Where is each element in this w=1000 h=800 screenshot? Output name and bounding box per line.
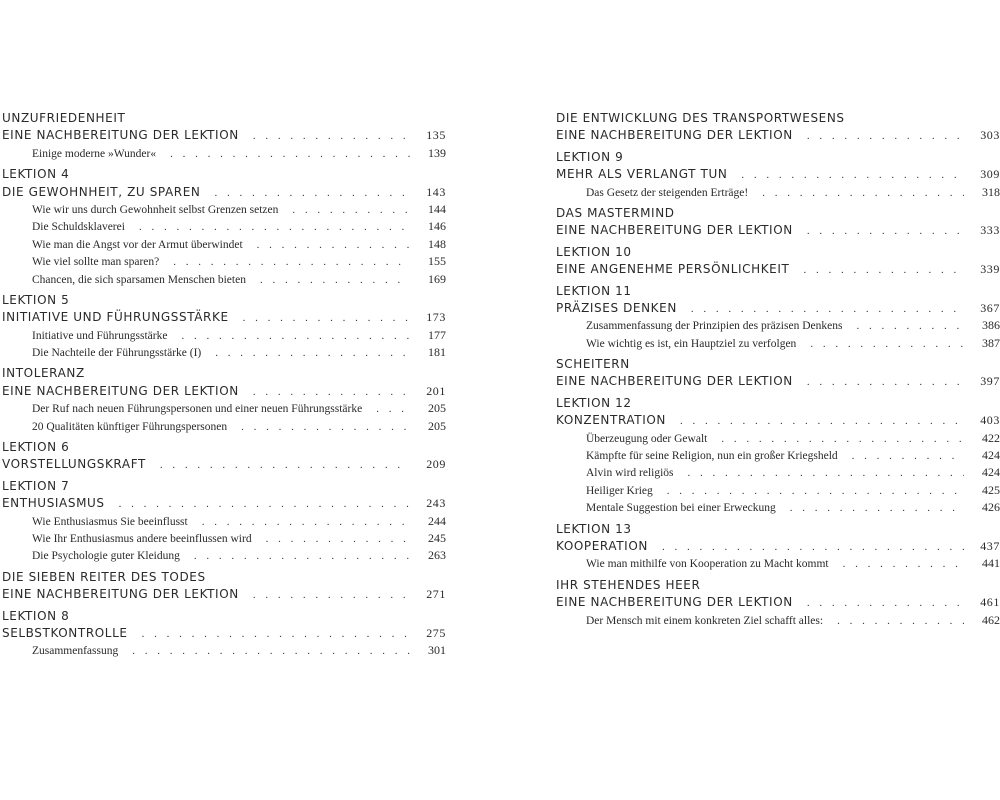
page-number: 146 [428,219,446,234]
page-number: 243 [426,496,446,511]
toc-section [556,110,1000,145]
entry-title: MEHR ALS VERLANGT TUN [556,167,728,182]
page-number: 462 [982,612,1000,627]
subentry-title: Wie wir uns durch Gewohnheit selbst Grenzen setzen [32,203,279,216]
entry-title: EINE NACHBEREITUNG DER LEKTION [2,587,239,602]
dot-leader [257,237,410,254]
dot-leader [852,448,964,465]
toc-subentry[interactable] [556,464,1000,481]
toc-chapter-label [556,521,1000,538]
dot-leader [194,548,410,565]
entry-title: IHR STEHENDES HEER [556,577,701,592]
toc-section [556,149,1000,201]
page-number: 275 [426,625,446,640]
toc-subentry[interactable] [556,555,1000,572]
entry-title: DIE SIEBEN REITER DES TODES [2,569,206,584]
entry-title: EINE NACHBEREITUNG DER LEKTION [556,374,793,389]
page-number: 144 [428,201,446,216]
page-number: 339 [980,262,1000,277]
dot-leader [691,301,964,318]
dot-leader [790,500,964,517]
entry-title: UNZUFRIEDENHEIT [2,111,126,125]
page-number: 177 [428,327,446,342]
entry-title: LEKTION 10 [556,244,632,259]
subentry-title: Das Gesetz der steigenden Erträge! [586,186,749,199]
dot-leader [214,185,410,202]
page-number: 271 [426,587,446,602]
toc-section [556,356,1000,391]
subentry-title: Initiative und Führungsstärke [32,329,168,342]
toc-chapter-label [556,283,1000,300]
page-number: 139 [428,145,446,160]
subentry-title: 20 Qualitäten künftiger Führungspersonen [32,420,228,433]
subentry-title: Kämpfte für seine Religion, nun ein großer Kriegsheld [586,450,838,463]
toc-entry[interactable] [556,222,1000,239]
dot-leader [260,272,410,289]
entry-title: ENTHUSIASMUS [2,496,105,511]
toc-section [2,569,446,604]
toc-entry[interactable] [2,309,446,326]
entry-title: EINE NACHBEREITUNG DER LEKTION [556,595,793,610]
toc-subentry[interactable] [2,642,446,659]
dot-leader [119,496,410,513]
dot-leader [807,374,964,391]
toc-subentry[interactable] [2,327,446,344]
page-number: 155 [428,254,446,269]
dot-leader [170,146,410,163]
subentry-title: Zusammenfassung der Prinzipien des präzisen Denkens [586,320,843,333]
dot-leader [837,613,964,630]
page-number: 135 [426,128,446,143]
dot-leader [241,419,410,436]
toc-section [2,365,446,435]
toc-entry[interactable] [556,166,1000,183]
toc-subentry[interactable] [2,513,446,530]
subentry-title: Wie viel sollte man sparen? [32,256,160,269]
entry-title: DIE GEWOHNHEIT, ZU SPAREN [2,184,201,199]
entry-title: LEKTION 8 [2,608,70,623]
toc-entry[interactable] [556,412,1000,429]
dot-leader [688,465,964,482]
page-number: 205 [428,418,446,433]
entry-title: VORSTELLUNGSKRAFT [2,457,146,472]
toc-chapter-label [2,110,446,127]
entry-title: LEKTION 13 [556,521,632,536]
page-number: 422 [982,430,1000,445]
page-number: 169 [428,271,446,286]
dot-leader [803,262,964,279]
toc-subentry[interactable] [556,612,1000,629]
subentry-title: Mentale Suggestion bei einer Erweckung [586,502,776,515]
subentry-title: Wie man die Angst vor der Armut überwindet [32,238,243,251]
entry-title: SCHEITERN [556,357,630,372]
entry-title: EINE ANGENEHME PERSÖNLICHKEIT [556,262,790,277]
toc-section [556,395,1000,517]
toc-subentry[interactable] [556,499,1000,516]
toc-entry[interactable] [2,127,446,144]
subentry-title: Chancen, die sich sparsamen Menschen bieten [32,273,246,286]
page-number: 148 [428,236,446,251]
toc-chapter-label [2,608,446,625]
toc-column-left [2,110,446,664]
toc-subentry[interactable] [2,145,446,162]
dot-leader [856,318,964,335]
toc-entry[interactable] [556,261,1000,278]
toc-chapter-label [556,356,1000,373]
page-number: 437 [980,538,1000,553]
toc-subentry[interactable] [2,236,446,253]
toc-column-right [556,110,1000,633]
dot-leader [139,219,410,236]
entry-title: INTOLERANZ [2,366,85,381]
toc-chapter-label [556,577,1000,594]
dot-leader [762,185,964,202]
page-number: 424 [982,465,1000,480]
page-number: 209 [426,457,446,472]
subentry-title: Heiliger Krieg [586,484,653,497]
dot-leader [662,539,964,556]
dot-leader [741,167,964,184]
toc-chapter-label [2,478,446,495]
toc-subentry[interactable] [556,317,1000,334]
entry-title: SELBSTKONTROLLE [2,625,128,640]
toc-subentry[interactable] [2,218,446,235]
dot-leader [202,514,410,531]
subentry-title: Wie Enthusiasmus Sie beeinflusst [32,515,188,528]
dot-leader [253,384,410,401]
dot-leader [843,556,964,573]
toc-chapter-label [2,292,446,309]
subentry-title: Die Nachteile der Führungsstärke (I) [32,347,202,360]
toc-chapter-label [556,395,1000,412]
page-number: 397 [980,374,1000,389]
toc-subentry[interactable] [556,430,1000,447]
entry-title: DIE ENTWICKLUNG DES TRANSPORTWESENS [556,111,845,125]
toc-subentry[interactable] [2,253,446,270]
dot-leader [807,595,964,612]
dot-leader [132,643,410,660]
toc-subentry[interactable] [2,344,446,361]
toc-chapter-label [2,166,446,183]
page-number: 318 [982,184,1000,199]
dot-leader [807,128,964,145]
entry-title: LEKTION 11 [556,283,632,298]
page-number: 461 [980,595,1000,610]
toc-section [556,577,1000,629]
page-number: 425 [982,482,1000,497]
dot-leader [810,336,964,353]
toc-section [2,439,446,474]
toc-chapter-label [556,110,1000,127]
dot-leader [253,128,410,145]
dot-leader [680,413,964,430]
page-number: 143 [426,184,446,199]
dot-leader [215,345,410,362]
toc-chapter-label [556,244,1000,261]
entry-title: LEKTION 6 [2,440,70,455]
page-number: 387 [982,335,1000,350]
toc-subentry[interactable] [2,530,446,547]
page-number: 426 [982,500,1000,515]
page-number: 309 [980,167,1000,182]
subentry-title: Zusammenfassung [32,645,119,658]
page-number: 303 [980,128,1000,143]
page-number: 403 [980,413,1000,428]
toc-subentry[interactable] [2,271,446,288]
dot-leader [253,587,410,604]
toc-entry[interactable] [556,538,1000,555]
dot-leader [181,328,410,345]
toc-entry[interactable] [556,373,1000,390]
subentry-title: Wie wichtig es ist, ein Hauptziel zu verfolgen [586,337,797,350]
toc-section [556,521,1000,573]
toc-chapter-label [556,205,1000,222]
toc-subentry[interactable] [2,418,446,435]
page-number: 263 [428,548,446,563]
page-number: 205 [428,401,446,416]
subentry-title: Überzeugung oder Gewalt [586,432,708,445]
entry-title: KONZENTRATION [556,413,666,428]
entry-title: EINE NACHBEREITUNG DER LEKTION [556,128,793,143]
entry-title: DAS MASTERMIND [556,205,675,220]
toc-section [2,608,446,660]
toc-subentry[interactable] [556,447,1000,464]
dot-leader [807,223,964,240]
toc-section [2,478,446,565]
toc-section [556,283,1000,353]
toc-entry[interactable] [2,383,446,400]
toc-subentry[interactable] [556,482,1000,499]
dot-leader [292,202,410,219]
toc-section [2,292,446,362]
toc-section [2,166,446,288]
entry-title: EINE NACHBEREITUNG DER LEKTION [2,128,239,143]
dot-leader [376,401,410,418]
entry-title: EINE NACHBEREITUNG DER LEKTION [2,383,239,398]
toc-entry[interactable] [2,586,446,603]
dot-leader [173,254,410,271]
dot-leader [142,626,410,643]
page-number: 301 [428,643,446,658]
toc-chapter-label [2,365,446,382]
entry-title: LEKTION 9 [556,149,624,164]
dot-leader [160,457,410,474]
toc-entry[interactable] [2,495,446,512]
toc-entry[interactable] [556,594,1000,611]
toc-entry[interactable] [556,127,1000,144]
toc-subentry[interactable] [2,201,446,218]
toc-entry[interactable] [2,184,446,201]
page-number: 181 [428,345,446,360]
subentry-title: Wie Ihr Enthusiasmus andere beeinflussen wird [32,532,252,545]
subentry-title: Der Mensch mit einem konkreten Ziel schafft alles: [586,614,824,627]
entry-title: KOOPERATION [556,538,648,553]
toc-entry[interactable] [556,300,1000,317]
dot-leader [243,310,410,327]
toc-chapter-label [2,569,446,586]
toc-chapter-label [2,439,446,456]
subentry-title: Die Schuldsklaverei [32,221,125,234]
dot-leader [266,531,410,548]
subentry-title: Einige moderne »Wunder« [32,147,157,160]
subentry-title: Alvin wird religiös [586,467,674,480]
page-number: 441 [982,556,1000,571]
entry-title: LEKTION 5 [2,292,70,307]
dot-leader [667,483,964,500]
subentry-title: Wie man mithilfe von Kooperation zu Macht kommt [586,558,829,571]
page-number: 424 [982,448,1000,463]
page-number: 245 [428,530,446,545]
subentry-title: Der Ruf nach neuen Führungspersonen und einer neuen Führungsstärke [32,403,363,416]
toc-chapter-label [556,149,1000,166]
subentry-title: Die Psychologie guter Kleidung [32,550,180,563]
page-number: 173 [426,310,446,325]
page-number: 386 [982,318,1000,333]
toc-subentry[interactable] [2,400,446,417]
page-number: 201 [426,383,446,398]
toc-entry[interactable] [2,456,446,473]
entry-title: LEKTION 12 [556,395,632,410]
toc-section [556,244,1000,279]
page-number: 367 [980,300,1000,315]
page-number: 333 [980,223,1000,238]
page-number: 244 [428,513,446,528]
entry-title: PRÄZISES DENKEN [556,300,677,315]
toc-subentry[interactable] [556,335,1000,352]
entry-title: LEKTION 7 [2,478,70,493]
toc-subentry[interactable] [556,184,1000,201]
toc-subentry[interactable] [2,547,446,564]
toc-section [556,205,1000,240]
entry-title: INITIATIVE UND FÜHRUNGSSTÄRKE [2,310,229,325]
entry-title: LEKTION 4 [2,167,70,182]
toc-entry[interactable] [2,625,446,642]
toc-section [2,110,446,162]
entry-title: EINE NACHBEREITUNG DER LEKTION [556,223,793,238]
dot-leader [721,431,964,448]
